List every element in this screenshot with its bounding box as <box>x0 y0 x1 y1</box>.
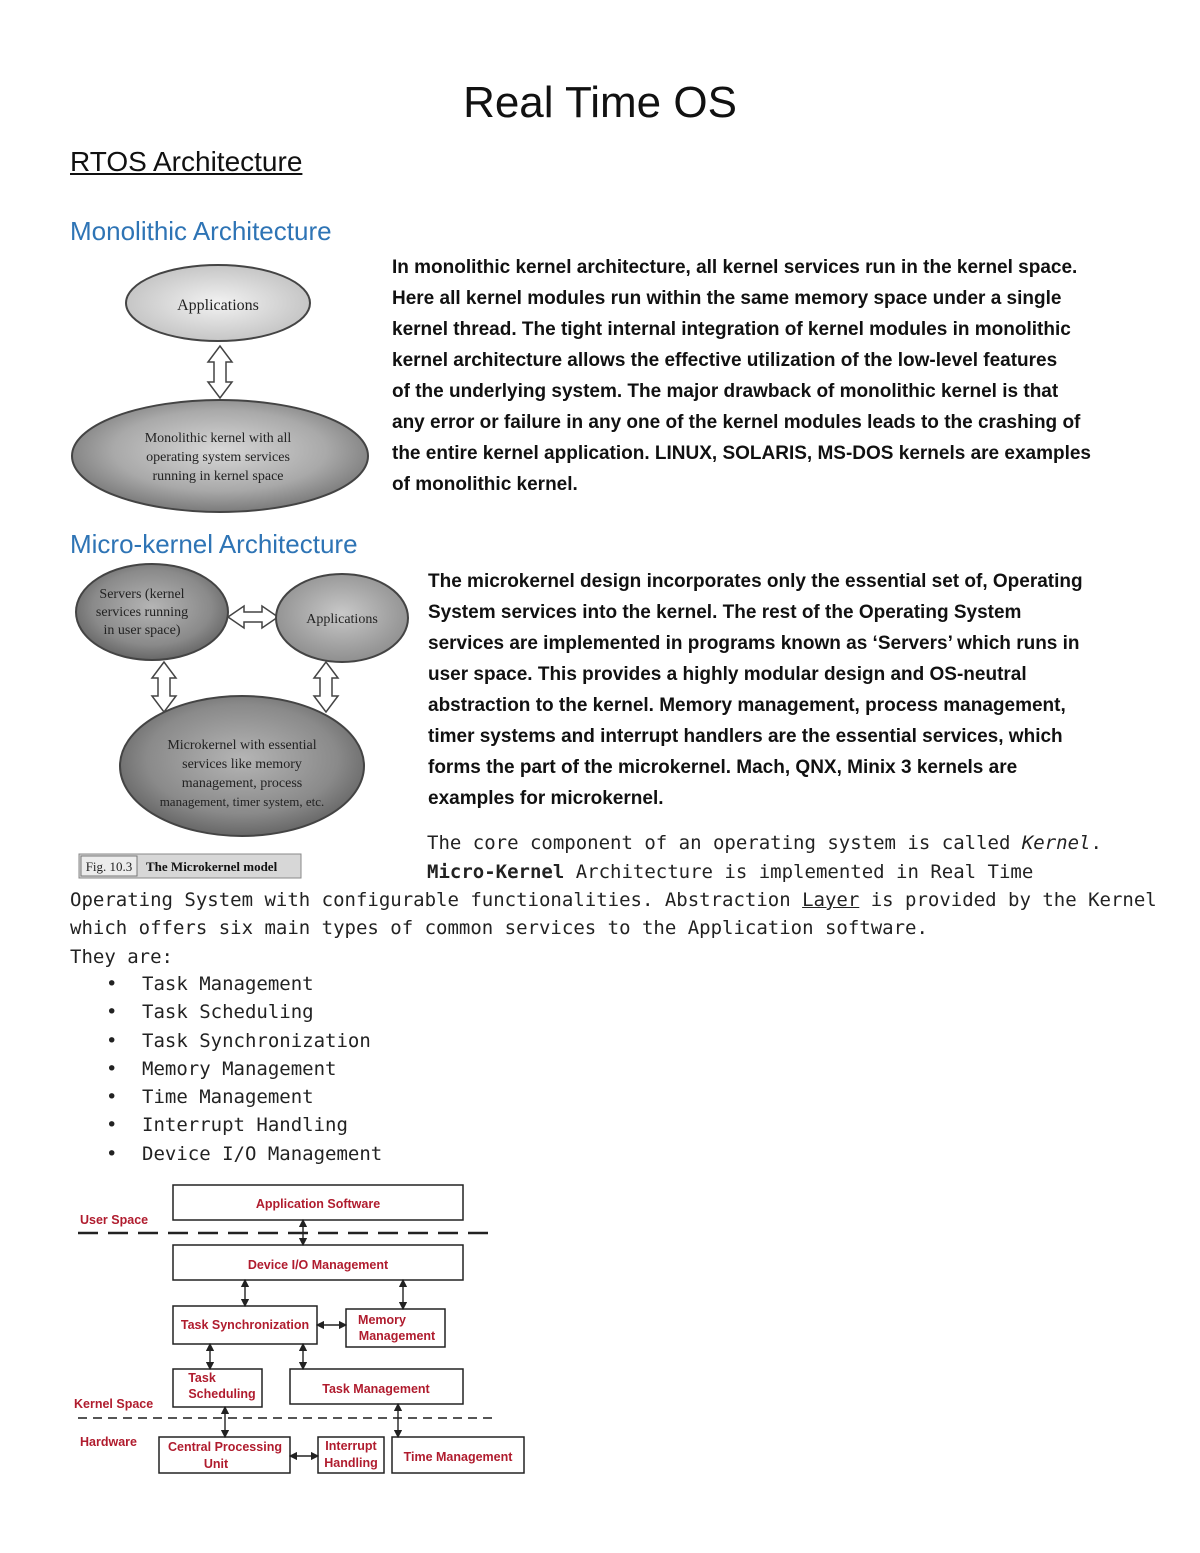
list-item: • Memory Management <box>100 1055 382 1083</box>
list-item: • Time Management <box>100 1083 382 1111</box>
core-line-4: which offers six main types of common services to the Application software. <box>70 917 928 939</box>
user-space-label: User Space <box>80 1213 149 1227</box>
mono-kernel-line: Monolithic kernel with all <box>144 431 292 446</box>
servers-line: services running <box>95 605 189 620</box>
text-line: Here all kernel modules run within the same memory space under a single <box>392 288 1062 309</box>
text-line: user space. This provides a highly modular design and OS-neutral <box>428 664 1027 685</box>
rtos-diagram <box>70 1178 535 1488</box>
interrupt-label: Interrupt <box>325 1439 377 1453</box>
memory-label: Management <box>358 1329 436 1343</box>
task-sched-label: Scheduling <box>188 1387 256 1401</box>
core-text: is provided by the Kernel <box>859 889 1157 911</box>
text-line: of monolithic kernel. <box>392 474 578 495</box>
kernel-term: Kernel <box>1021 832 1091 854</box>
text-line: The microkernel design incorporates only the essential set of, Operating <box>428 571 1083 592</box>
mono-kernel-line: operating system services <box>146 450 290 465</box>
microkernel-line: Microkernel with essential <box>167 738 317 753</box>
cpu-label: Central Processing <box>168 1440 282 1454</box>
microkernel-line: services like memory <box>182 757 302 772</box>
task-sync-label: Task Synchronization <box>180 1318 310 1332</box>
core-text: Architecture is implemented in Real Time <box>564 861 1034 883</box>
kernel-space-label: Kernel Space <box>74 1397 154 1411</box>
core-text: . <box>1090 832 1102 854</box>
device-io-label: Device I/O Management <box>247 1258 389 1272</box>
mono-double-arrow-icon <box>208 346 232 398</box>
task-mgmt-label: Task Management <box>322 1382 430 1396</box>
right-double-arrow-icon <box>314 662 338 712</box>
core-text: Operating System with configurable functionalities. Abstraction <box>70 889 803 911</box>
core-line-3 <box>70 886 1157 915</box>
text-line: any error or failure in any one of the kernel modules leads to the crashing of <box>392 412 1081 433</box>
servers-line: in user space) <box>103 623 181 638</box>
cpu-label: Unit <box>203 1457 229 1471</box>
memory-label: Memory <box>358 1313 406 1327</box>
text-line: the entire kernel application. LINUX, SOLARIS, MS-DOS kernels are examples <box>392 443 1091 464</box>
servers-line: Servers (kernel <box>99 587 185 602</box>
microkernel-paragraph <box>428 566 1083 814</box>
text-line: System services into the kernel. The rest of the Operating System <box>428 602 1022 623</box>
list-item: • Task Synchronization <box>100 1027 382 1055</box>
page-title: Real Time OS <box>463 78 737 127</box>
list-item: • Device I/O Management <box>100 1140 382 1168</box>
caption-text: The Microkernel model <box>146 859 278 874</box>
hardware-label: Hardware <box>80 1435 137 1449</box>
microkernel-line: management, process <box>181 776 303 791</box>
text-line: services are implemented in programs known as ‘Servers’ which runs in <box>428 633 1080 654</box>
text-line: kernel thread. The tight internal integration of kernel modules in monolithic <box>392 319 1071 340</box>
core-line-1 <box>427 829 1102 858</box>
mono-kernel-line: running in kernel space <box>152 469 284 484</box>
mono-applications-label: Applications <box>177 297 259 314</box>
time-mgmt-label: Time Management <box>403 1450 513 1464</box>
microkernel-heading: Micro-kernel Architecture <box>70 529 358 559</box>
left-double-arrow-icon <box>152 662 176 712</box>
task-sched-label: Task <box>188 1371 216 1385</box>
core-line-2 <box>427 858 1033 887</box>
micro-applications-label: Applications <box>306 612 378 627</box>
app-software-label: Application Software <box>255 1197 381 1211</box>
monolithic-figure <box>70 258 375 521</box>
text-line: timer systems and interrupt handlers are the essential services, which <box>428 726 1063 747</box>
text-line: abstraction to the kernel. Memory management, process management, <box>428 695 1066 716</box>
services-list <box>100 970 382 1168</box>
core-text: The core component of an operating system is called <box>427 832 1022 854</box>
list-item: • Task Management <box>100 970 382 998</box>
microkernel-line: management, timer system, etc. <box>159 794 325 809</box>
microkernel-figure <box>70 562 415 887</box>
interrupt-label: Handling <box>324 1456 378 1470</box>
text-line: In monolithic kernel architecture, all kernel services run in the kernel space. <box>392 257 1078 278</box>
monolithic-heading: Monolithic Architecture <box>70 216 332 246</box>
section-heading: RTOS Architecture <box>70 146 303 177</box>
text-line: forms the part of the microkernel. Mach, QNX, Minix 3 kernels are <box>428 757 1018 778</box>
list-item: • Interrupt Handling <box>100 1111 382 1139</box>
text-line: examples for microkernel. <box>428 788 664 809</box>
list-item: • Task Scheduling <box>100 998 382 1026</box>
micro-kernel-term: Micro-Kernel <box>427 861 565 883</box>
core-line-5: They are: <box>70 946 173 968</box>
layer-term: Layer <box>802 889 860 911</box>
text-line: of the underlying system. The major drawback of monolithic kernel is that <box>392 381 1059 402</box>
caption-number: Fig. 10.3 <box>85 859 133 874</box>
horizontal-double-arrow-icon <box>228 606 278 628</box>
text-line: kernel architecture allows the effective utilization of the low-level features <box>392 350 1058 371</box>
monolithic-paragraph <box>392 252 1091 500</box>
